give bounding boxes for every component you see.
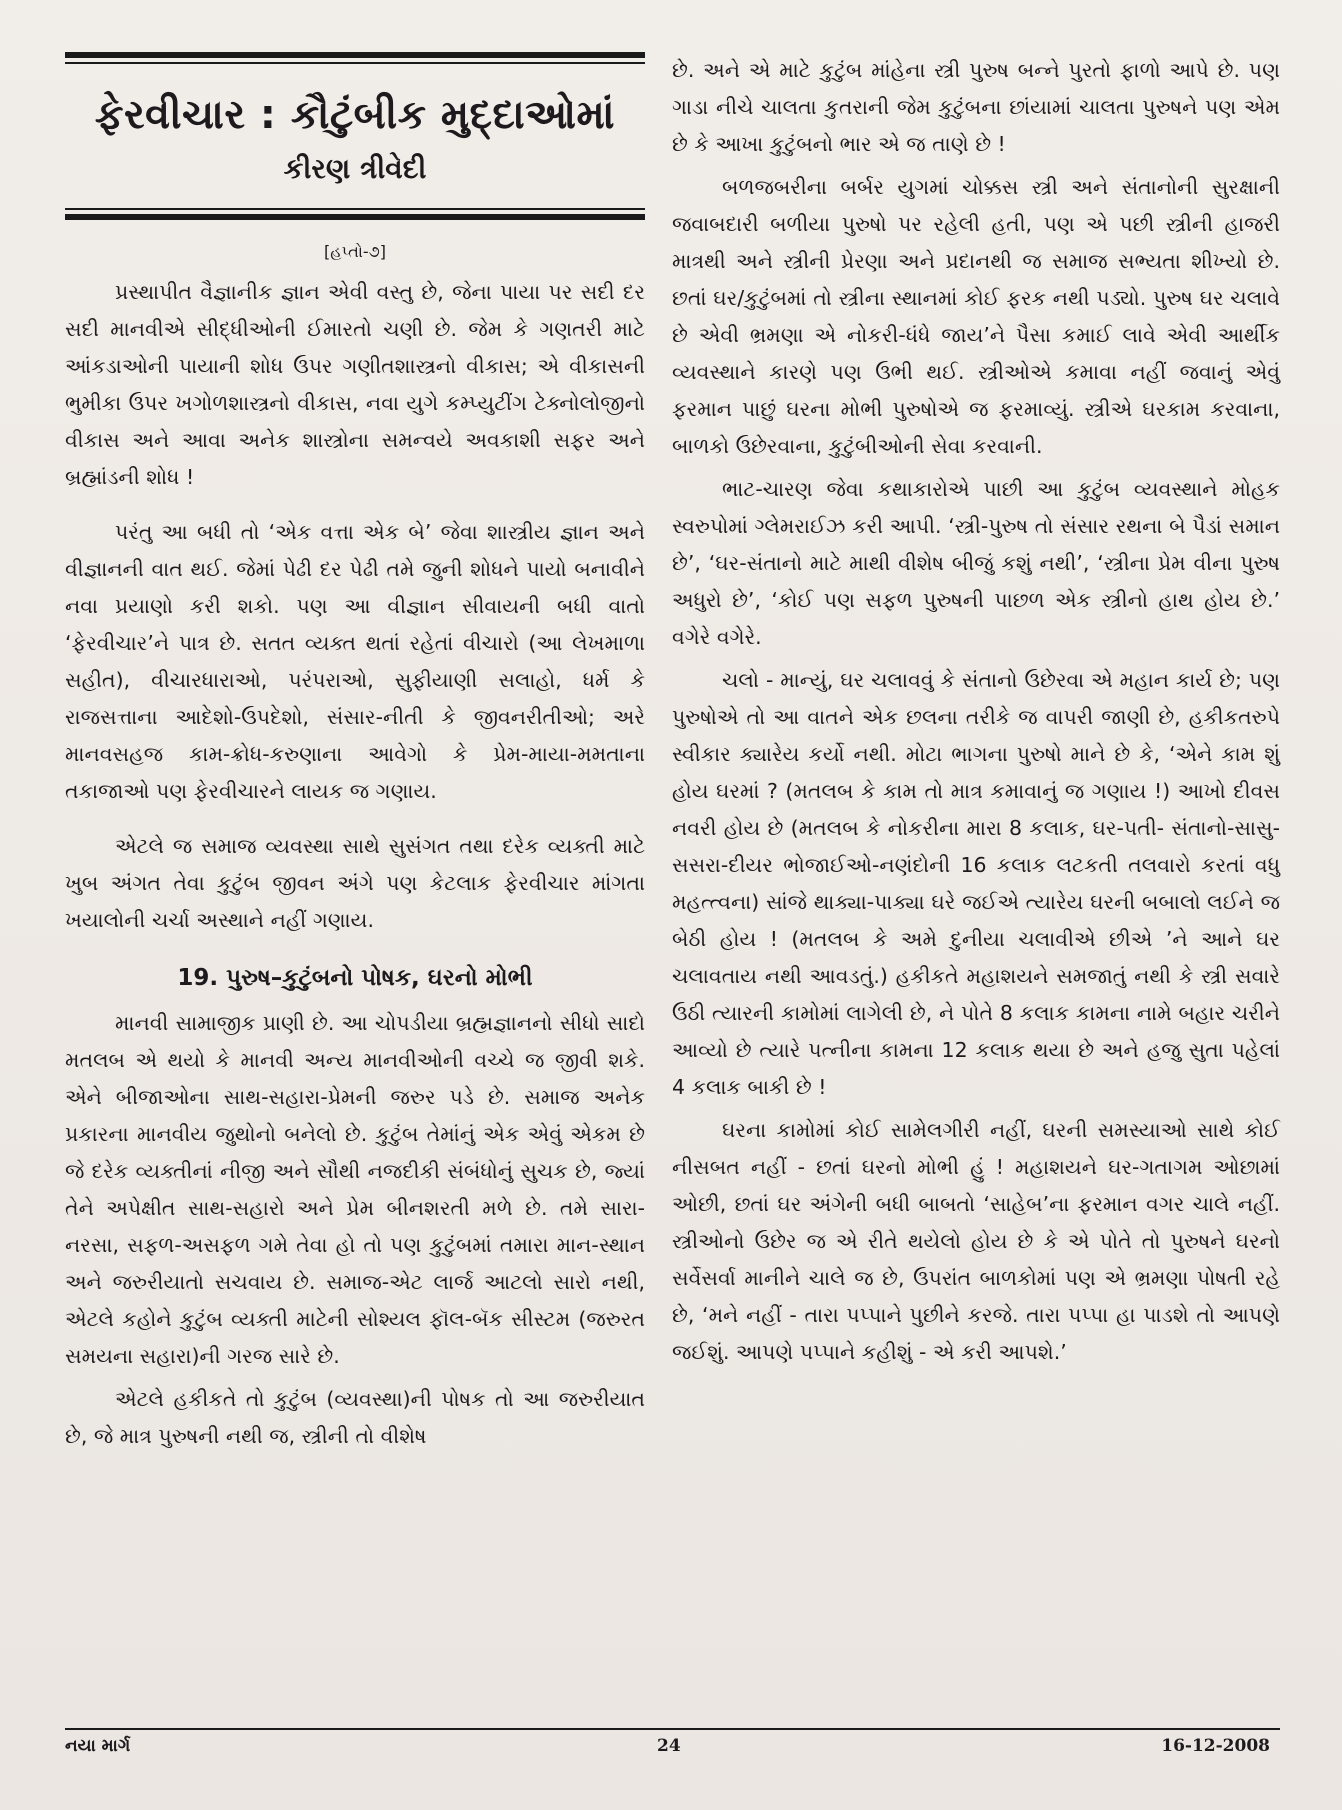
header-rule-bottom (65, 214, 645, 220)
left-column (65, 52, 645, 1455)
issue-date: 16-12-2008 (1161, 1736, 1270, 1756)
header-rule-top (65, 52, 645, 58)
paragraph: બળજબરીના બર્બર યુગમાં ચોક્કસ સ્ત્રી અને સંતાનોની સુરક્ષાની જવાબદારી બળીયા પુરુષો પર રહેલી હતી, પણ એ પછી સ્ત્રીની હાજરી માત્રથી અને સ્ત્રીની પ્રેરણા અને પ્રદાનથી જ સમાજ સભ્યતા શીખ્યો છે. છતાં ઘર/કુટુંબમાં તો સ્ત્રીના સ્થાનમાં કોઈ ફરક નથી પડ્યો. પુરુષ ઘર ચલાવે છે એવી ભ્રમણા એ નોકરી-ધંધે જાય’ને પૈસા કમાઈ લાવે એવી આર્થીક વ્યવસ્થાને કારણે પણ ઉભી થઈ. સ્ત્રીઓએ કમાવા નહીં જવાનું એવું ફરમાન પાછું ઘરના મોભી પુરુષોએ જ ફરમાવ્યું. સ્ત્રીએ ઘરકામ કરવાના, બાળકો ઉછેરવાના, કુટુંબીઓની સેવા કરવાની. (672, 175, 1280, 458)
magazine-name: નયા માર્ગ (65, 1736, 131, 1756)
article-author: કીરણ ત્રીવેદી (283, 152, 427, 185)
paragraph: ચલો - માન્યું, ઘર ચલાવવું કે સંતાનો ઉછેરવા એ મહાન કાર્ય છે; પણ પુરુષોએ તો આ વાતને એક છલના તરીકે જ વાપરી જાણી છે, હકીકતરુપે સ્વીકાર ક્યારેય કર્યો નથી. મોટા ભાગના પુરુષો માને છે કે, ‘એને કામ શું હોય ઘરમાં ? (મતલબ કે કામ તો માત્ર કમાવાનું જ ગણાય !) આખો દીવસ નવરી હોય છે (મતલબ કે નોકરીના મારા 8 કલાક, ઘર-પતી- સંતાનો-સાસુ-સસરા-દીયર ભોજાઈઓ-નણંદોની 16 કલાક લટકતી તલવારો કરતાં વધુ મહત્ત્વના) સાંજે થાક્યા-પાક્યા ઘરે જઈએ ત્યારેય ઘરની બબાલો લઈને જ બેઠી હોય ! (મતલબ કે અમે દુનીયા ચલાવીએ છીએ ’ને આને ઘર ચલાવતાય નથી આવડતું.) હકીકતે મહાશયને સમજાતું નથી કે સ્ત્રી સવારે ઉઠી ત્યારની કામોમાં લાગેલી છે, ને પોતે 8 કલાક કામના નામે બહાર ચરીને આવ્યો છે ત્યારે પત્નીના કામના 12 કલાક થયા છે અને હજુ સુતા પહેલાં 4 કલાક બાકી છે ! (672, 668, 1280, 1099)
part-label: [હપ્તો-૭] (323, 242, 387, 261)
page-footer (65, 1736, 1280, 1766)
paragraph: પરંતુ આ બધી તો ‘એક વત્તા એક બે’ જેવા શાસ્ત્રીય જ્ઞાન અને વીજ્ઞાનની વાત થઈ. જેમાં પેઢી દર પેઢી તમે જુની શોધને પાયો બનાવીને નવા પ્રયાણો કરી શકો. પણ આ વીજ્ઞાન સીવાયની બધી વાતો ‘ફેરવીચાર’ને પાત્ર છે. સતત વ્યક્ત થતાં રહેતાં વીચારો (આ લેખમાળા સહીત), વીચારધારાઓ, પરંપરાઓ, સુફીયાણી સલાહો, ધર્મ કે રાજસત્તાના આદેશો-ઉપદેશો, સંસાર-નીતી કે જીવનરીતીઓ; અરે માનવસહજ કામ-ક્રોધ-કરુણાના આવેગો કે પ્રેમ-માયા-મમતાના તકાજાઓ પણ ફેરવીચારને લાયક જ ગણાય. (65, 520, 645, 803)
page-number: 24 (657, 1736, 681, 1756)
paragraph: ઘરના કામોમાં કોઈ સામેલગીરી નહીં, ઘરની સમસ્યાઓ સાથે કોઈ નીસબત નહીં - છતાં ઘરનો મોભી હું ! મહાશયને ઘર-ગતાગમ ઓછામાં ઓછી, છતાં ઘર અંગેની બધી બાબતો ‘સાહેબ’ના ફરમાન વગર ચાલે નહીં. સ્ત્રીઓનો ઉછેર જ એ રીતે થયેલો હોય છે કે એ પોતે તો પુરુષને ઘરનો સર્વેસર્વા માનીને ચાલે જ છે, ઉપરાંત બાળકોમાં પણ એ ભ્રમણા પોષતી રહે છે, ‘મને નહીં - તારા પપ્પાને પુછીને કરજે. તારા પપ્પા હા પાડશે તો આપણે જઈશું. આપણે પપ્પાને કહીશું - એ કરી આપશે.’ (672, 1118, 1280, 1364)
right-column (672, 52, 1280, 1377)
paragraph: એટલે જ સમાજ વ્યવસ્થા સાથે સુસંગત તથા દરેક વ્યક્તી માટે ખુબ અંગત તેવા કુટુંબ જીવન અંગે પણ કેટલાક ફેરવીચાર માંગતા ખયાલોની ચર્ચા અસ્થાને નહીં ગણાય. (65, 834, 645, 932)
paragraph: એટલે હકીકતે તો કુટુંબ (વ્યવસ્થા)ની પોષક તો આ જરુરીયાત છે, જે માત્ર પુરુષની નથી જ, સ્ત્રીની તો વીશેષ (65, 1387, 645, 1448)
header-rule-top-thin (65, 62, 645, 64)
section-heading: 19. પુરુષ–કુટુંબનો પોષક, ઘરનો મોભી (177, 965, 533, 991)
paragraph: પ્રસ્થાપીત વૈજ્ઞાનીક જ્ઞાન એવી વસ્તુ છે, જેના પાયા પર સદી દર સદી માનવીએ સીદ્ધીઓની ઈમારતો ચણી છે. જેમ કે ગણતરી માટે આંકડાઓની પાયાની શોધ ઉપર ગણીતશાસ્ત્રનો વીકાસ; એ વીકાસની ભુમીકા ઉપર ખગોળશાસ્ત્રનો વીકાસ, નવા યુગે કમ્પ્યુટીંગ ટેક્નોલોજીનો વીકાસ અને આવા અનેક શાસ્ત્રોના સમન્વયે અવકાશી સફર અને બ્રહ્માંડની શોધ ! (65, 280, 645, 489)
article-title: ફેરવીચાર : કૌટુંબીક મુદ્દાઓમાં (94, 92, 616, 138)
footer-rule (65, 1728, 1280, 1730)
paragraph: ભાટ-ચારણ જેવા કથાકારોએ પાછી આ કુટુંબ વ્યવસ્થાને મોહક સ્વરુપોમાં ગ્લેમરાઈઝ કરી આપી. ‘સ્ત્રી-પુરુષ તો સંસાર રથના બે પૈડાં સમાન છે’, ‘ઘર-સંતાનો માટે માથી વીશેષ બીજું કશું નથી’, ‘સ્ત્રીના પ્રેમ વીના પુરુષ અધુરો છે’, ‘કોઈ પણ સફળ પુરુષની પાછળ એક સ્ત્રીનો હાથ હોય છે.’ વગેરે વગેરે. (672, 477, 1280, 649)
header-rule-bottom-thin (65, 208, 645, 210)
paragraph: છે. અને એ માટે કુટુંબ માંહેના સ્ત્રી પુરુષ બન્ને પુરતો ફાળો આપે છે. પણ ગાડા નીચે ચાલતા કુતરાની જેમ કુટુંબના છાંયામાં ચાલતા પુરુષને પણ એમ છે કે આખા કુટુંબનો ભાર એ જ તાણે છે ! (672, 58, 1280, 156)
paragraph: માનવી સામાજીક પ્રાણી છે. આ ચોપડીયા બ્રહ્મજ્ઞાનનો સીધો સાદો મતલબ એ થયો કે માનવી અન્ય માનવીઓની વચ્ચે જ જીવી શકે. એને બીજાઓના સાથ-સહારા-પ્રેમની જરુર પડે છે. સમાજ અનેક પ્રકારના માનવીય જુથોનો બનેલો છે. કુટુંબ તેમાંનું એક એવું એકમ છે જે દરેક વ્યક્તીનાં નીજી અને સૌથી નજદીકી સંબંધોનું સુચક છે, જ્યાં તેને અપેક્ષીત સાથ-સહારો અને પ્રેમ બીનશરતી મળે છે. તમે સારા-નરસા, સફળ-અસફળ ગમે તેવા હો તો પણ કુટુંબમાં તમારા માન-સ્થાન અને જરુરીયાતો સચવાય છે. સમાજ-એટ લાર્જ આટલો સારો નથી, એટલે કહોને કુટુંબ વ્યક્તી માટેની સોશ્યલ ફૉલ-બૅક સીસ્ટમ (જરુરત સમયના સહારા)ની ગરજ સારે છે. (65, 1011, 645, 1368)
